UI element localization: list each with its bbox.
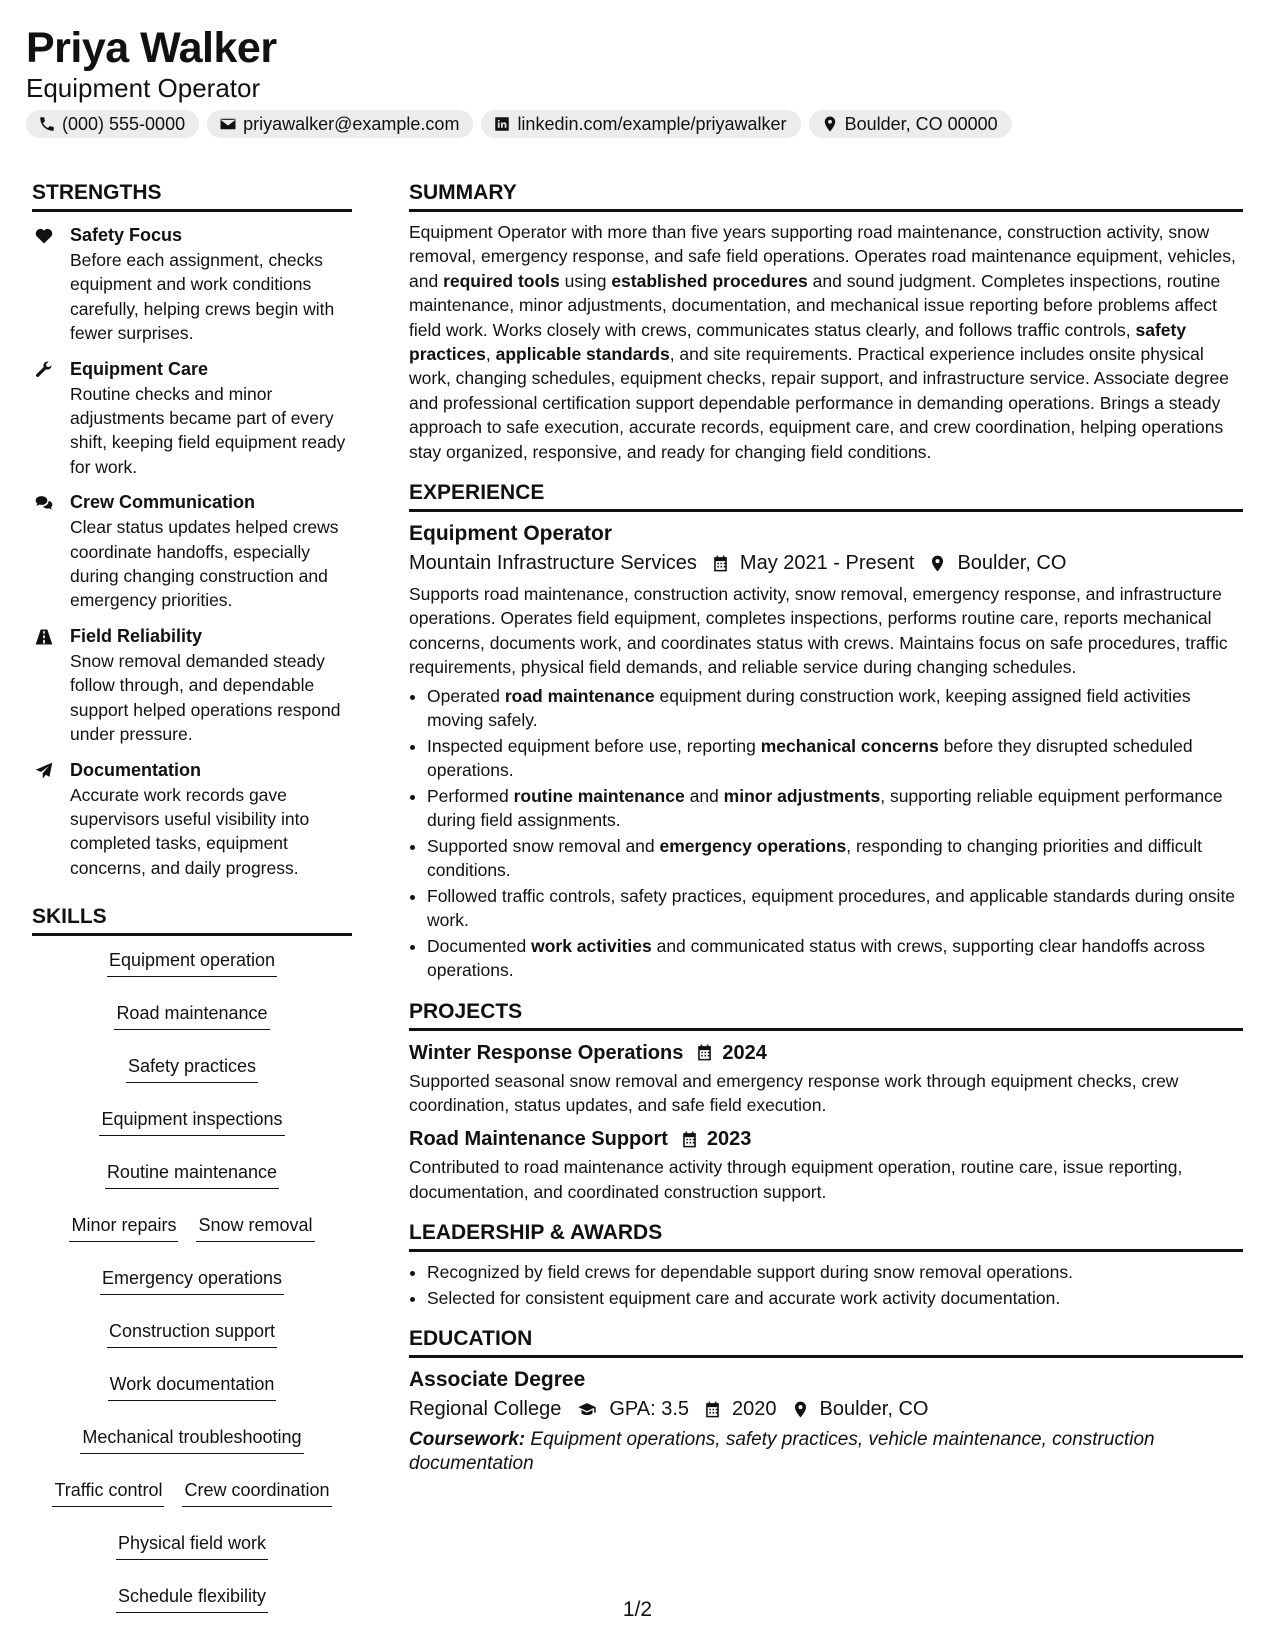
degree-title: Associate Degree [409, 1368, 586, 1392]
strength-item [32, 490, 352, 613]
project-year: 2024 [722, 1041, 767, 1064]
project-title: Winter Response Operations [409, 1041, 684, 1064]
leadership-heading: LEADERSHIP & AWARDS [409, 1218, 1243, 1252]
contact-phone[interactable] [26, 110, 199, 138]
page-number: 1/2 [622, 1598, 653, 1621]
map-pin-icon [821, 115, 839, 133]
skill-tag: Emergency operations [100, 1266, 284, 1295]
strength-title: Equipment Care [70, 358, 209, 379]
skill-tag: Construction support [107, 1319, 277, 1348]
skill-tag: Safety practices [126, 1054, 258, 1083]
job-location: Boulder, CO [957, 552, 1067, 575]
strength-title: Field Reliability [70, 625, 203, 646]
job-bullet: • Documented work activities and communicated status with crews, supporting clear handoffs across operations. [427, 934, 1243, 983]
education-gpa: GPA: 3.5 [609, 1398, 689, 1421]
skill-tag: Equipment inspections [99, 1107, 284, 1136]
candidate-name: Priya Walker [26, 24, 277, 72]
calendar-icon [695, 1043, 714, 1062]
strength-desc: Clear status updates helped crews coordinate handoffs, especially during changing construction and emergency priorities. [70, 517, 339, 611]
project-desc: Supported seasonal snow removal and emergency response work through equipment checks, crew coordination, status updates, and safe field execution. [409, 1070, 1179, 1115]
phone-icon [38, 115, 56, 133]
resume-header [26, 22, 1246, 138]
strength-item [32, 624, 352, 747]
project-title-row [409, 1039, 1243, 1067]
strength-title: Safety Focus [70, 225, 183, 245]
projects-heading: PROJECTS [409, 997, 1243, 1031]
job-bullet: • Supported snow removal and emergency operations, responding to changing priorities and difficult conditions. [427, 834, 1243, 883]
comments-icon [34, 493, 54, 513]
right-column [409, 178, 1243, 1476]
strength-desc: Accurate work records gave supervisors useful visibility into completed tasks, equipment concerns, and daily progress. [70, 784, 310, 878]
contact-location-text: Boulder, CO 00000 [844, 113, 998, 134]
strength-desc: Snow removal demanded steady follow through, and dependable support helped operations respond under pressure. [70, 650, 341, 745]
skill-tag: Crew coordination [182, 1478, 331, 1507]
contact-phone-text: (000) 555-0000 [62, 113, 186, 134]
job-description: Supports road maintenance, construction activity, snow removal, emergency response, and infrastructure operations. Operates field equipment, completes inspections, performs routine care, reports mechanical concerns, documents work, and coordinates status with crews. Maintains focus on safe procedures, traffic requirements, physical field demands, and reliable service during changing schedules. [409, 584, 1228, 678]
skill-tag: Schedule flexibility [116, 1584, 268, 1613]
strength-item [32, 357, 352, 480]
skill-tag: Minor repairs [69, 1213, 178, 1242]
job-bullet: • Performed routine maintenance and minor adjustments, supporting reliable equipment performance during field assignments. [427, 784, 1243, 833]
coursework-text: Equipment operations, safety practices, vehicle maintenance, construction documentation [409, 1429, 1155, 1475]
strengths-heading: STRENGTHS [32, 178, 352, 212]
education-meta [409, 1394, 1243, 1424]
contact-location [809, 110, 1012, 138]
job-bullet: • Operated road maintenance equipment during construction work, keeping assigned field activities moving safely. [427, 684, 1243, 733]
skills-list [32, 948, 352, 1613]
job-meta [409, 548, 1243, 578]
left-column [32, 178, 352, 1613]
strength-item [32, 223, 352, 346]
school-name: Regional College [409, 1398, 562, 1421]
linkedin-icon [493, 115, 511, 133]
wrench-icon [34, 360, 54, 380]
calendar-icon [680, 1130, 699, 1149]
job-bullet: • Followed traffic controls, safety practices, equipment procedures, and applicable standards during onsite work. [427, 884, 1243, 933]
experience-heading: EXPERIENCE [409, 478, 1243, 512]
job-dates: May 2021 - Present [739, 552, 915, 575]
project-year: 2023 [706, 1128, 752, 1151]
job-bullets [409, 684, 1243, 983]
strength-title: Crew Communication [70, 492, 256, 513]
project-title-row [409, 1125, 1243, 1153]
contact-bar [26, 110, 1246, 138]
leadership-list [409, 1260, 1243, 1310]
skill-tag: Traffic control [52, 1478, 164, 1507]
summary-text: Equipment Operator with more than five years supporting road maintenance, construction activity, snow removal, emergency response, and safe field operations. Operates road maintenance equipment, vehicles, and required tools using established procedures and sound judgment. Completes inspections, routine maintenance, minor adjustments, documentation, and mechanical issue reporting before problems affect field work. Works closely with crews, communicates status clearly, and follows traffic controls, safety practices, applicable standards, and site requirements. Practical experience includes onsite physical work, changing schedules, equipment checks, repair support, and infrastructure service. Associate degree and professional certification support dependable performance in demanding operations. Brings a steady approach to safe execution, accurate records, equipment care, and crew coordination, helping operations stay organized, responsive, and ready for changing field conditions. [409, 222, 1236, 462]
strength-item [32, 758, 352, 881]
summary-heading: SUMMARY [409, 178, 1243, 212]
candidate-title: Equipment Operator [26, 73, 261, 103]
strength-desc: Routine checks and minor adjustments became part of every shift, keeping field equipment ready for work. [70, 383, 346, 477]
skill-tag: Road maintenance [114, 1001, 269, 1030]
education-heading: EDUCATION [409, 1324, 1243, 1358]
skill-tag: Routine maintenance [105, 1160, 279, 1189]
coursework [409, 1428, 1243, 1476]
road-icon [34, 627, 54, 647]
graduation-cap-icon [575, 1400, 599, 1419]
project-title: Road Maintenance Support [409, 1128, 668, 1151]
skills-heading: SKILLS [32, 902, 352, 936]
contact-linkedin-text: linkedin.com/example/priyawalker [517, 113, 787, 134]
skill-tag: Equipment operation [107, 948, 277, 977]
education-location: Boulder, CO [819, 1398, 929, 1421]
leadership-item: • Selected for consistent equipment care and accurate work activity documentation. [427, 1286, 1243, 1310]
heart-icon [34, 226, 54, 246]
paper-plane-icon [34, 761, 54, 781]
contact-linkedin[interactable] [481, 110, 800, 138]
strength-title: Documentation [70, 759, 202, 780]
skill-tag: Snow removal [196, 1213, 314, 1242]
calendar-icon [711, 554, 730, 573]
envelope-icon [219, 115, 237, 133]
job-company: Mountain Infrastructure Services [409, 552, 697, 575]
skill-tag: Physical field work [116, 1531, 268, 1560]
education-year: 2020 [732, 1398, 777, 1421]
project-desc: Contributed to road maintenance activity through equipment operation, routine care, issue reporting, documentation, and coordinated construction support. [409, 1157, 1183, 1202]
contact-email[interactable] [207, 110, 473, 138]
skill-tag: Mechanical troubleshooting [80, 1425, 303, 1454]
strength-desc: Before each assignment, checks equipment and work conditions carefully, helping crews begin with fewer surprises. [70, 250, 335, 344]
calendar-icon [703, 1400, 722, 1419]
job-title: Equipment Operator [409, 522, 613, 546]
contact-email-text: priyawalker@example.com [243, 113, 460, 134]
map-pin-icon [928, 554, 947, 573]
job-bullet: • Inspected equipment before use, reporting mechanical concerns before they disrupted scheduled operations. [427, 734, 1243, 783]
skill-tag: Work documentation [108, 1372, 277, 1401]
map-pin-icon [791, 1400, 810, 1419]
leadership-item: • Recognized by field crews for dependable support during snow removal operations. [427, 1260, 1243, 1284]
coursework-label: Coursework: [409, 1429, 526, 1451]
